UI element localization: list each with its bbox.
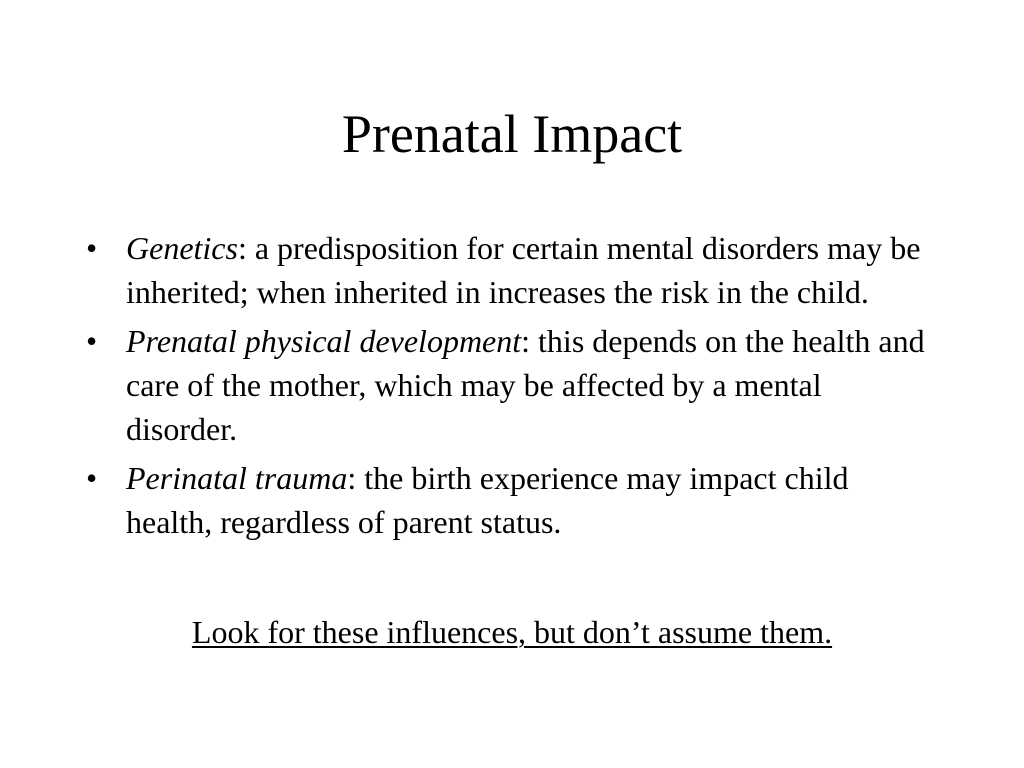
bullet-term: Genetics [126,230,238,266]
bullet-term: Perinatal trauma [126,460,348,496]
bullet-dot-icon: • [86,323,98,359]
bullet-text: : this depends on the health and care of the mother, which may be affected by a mental disorder. [126,323,925,447]
bullet-dot-icon: • [86,230,98,266]
bullet-item-perinatal-trauma [86,456,926,544]
slide-title: Prenatal Impact [341,104,683,164]
bullet-list [86,226,926,549]
bullet-dot-icon: • [86,460,98,496]
bullet-text: : the birth experience may impact child health, regardless of parent status. [126,460,849,540]
footer-note: Look for these influences, but don’t assume them. [191,614,833,650]
bullet-term: Prenatal physical development [126,323,522,359]
bullet-text: : a predisposition for certain mental disorders may be inherited; when inherited in increases the risk in the child. [126,230,921,310]
bullet-item-genetics [86,226,926,314]
bullet-item-prenatal-physical-development [86,319,926,451]
